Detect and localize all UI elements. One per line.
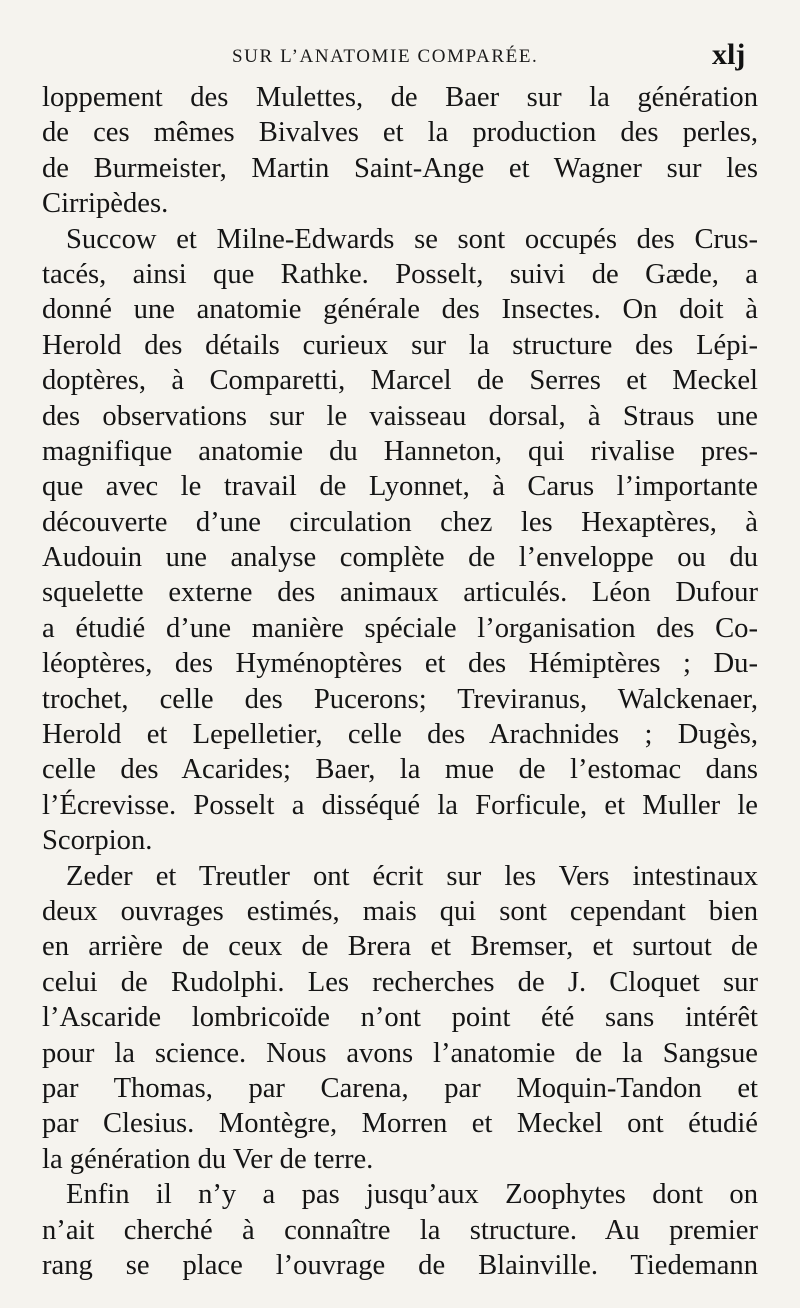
page-number: xlj [712, 38, 746, 71]
text-line: pour la science. Nous avons l’anatomie de la Sangsue [42, 1037, 758, 1069]
text-line: la génération du Ver de terre. [42, 1143, 374, 1175]
text-line: en arrière de ceux de Brera et Bremser, et surtout de [42, 931, 758, 963]
text-line: magnifique anatomie du Hanneton, qui rivalise pres- [42, 435, 758, 467]
text-line: rang se place l’ouvrage de Blainville. Tiedemann [42, 1249, 758, 1281]
text-line: l’Écrevisse. Posselt a disséqué la Forficule, et Muller le [42, 789, 758, 821]
text-line: Herold et Lepelletier, celle des Arachnides ; Dugès, [42, 719, 758, 751]
text-line: doptères, à Comparetti, Marcel de Serres et Meckel [42, 365, 758, 397]
text-line: n’ait cherché à connaître la structure. Au premier [42, 1214, 758, 1246]
text-line: Cirripèdes. [42, 188, 169, 220]
text-line: Zeder et Treutler ont écrit sur les Vers intestinaux [66, 860, 758, 892]
text-line: donné une anatomie générale des Insectes. On doit à [42, 294, 758, 326]
text-line: Succow et Milne-Edwards se sont occupés des Crus- [66, 223, 758, 255]
text-line: celle des Acarides; Baer, la mue de l’estomac dans [42, 754, 758, 786]
text-line: celui de Rudolphi. Les recherches de J. Cloquet sur [42, 966, 758, 998]
text-line: Scorpion. [42, 825, 153, 857]
text-line: par Clesius. Montègre, Morren et Meckel ont étudié [42, 1108, 758, 1140]
text-line: léoptères, des Hyménoptères et des Hémiptères ; Du- [42, 648, 758, 680]
text-line: tacés, ainsi que Rathke. Posselt, suivi de Gæde, a [42, 258, 758, 290]
text-line: que avec le travail de Lyonnet, à Carus l’importante [42, 471, 758, 503]
page-header [0, 38, 800, 82]
text-line: trochet, celle des Pucerons; Treviranus, Walckenaer, [42, 683, 758, 715]
text-line: Herold des détails curieux sur la structure des Lépi- [42, 329, 758, 361]
body-text [42, 80, 758, 1283]
text-line: Audouin une analyse complète de l’enveloppe ou du [42, 542, 758, 574]
running-head: SUR L’ANATOMIE COMPARÉE. [232, 46, 539, 67]
text-line: des observations sur le vaisseau dorsal, à Straus une [42, 400, 758, 432]
text-line: Enfin il n’y a pas jusqu’aux Zoophytes dont on [66, 1179, 758, 1211]
text-line: découverte d’une circulation chez les Hexaptères, à [42, 506, 758, 538]
text-line: a étudié d’une manière spéciale l’organisation des Co- [42, 612, 758, 644]
text-line: de ces mêmes Bivalves et la production des perles, [42, 117, 758, 149]
text-line: loppement des Mulettes, de Baer sur la génération [42, 82, 758, 113]
text-line: de Burmeister, Martin Saint-Ange et Wagner sur les [42, 152, 758, 184]
text-line: deux ouvrages estimés, mais qui sont cependant bien [42, 895, 758, 927]
text-line: squelette externe des animaux articulés. Léon Dufour [42, 577, 758, 609]
text-line: l’Ascaride lombricoïde n’ont point été sans intérêt [42, 1002, 758, 1034]
text-line: par Thomas, par Carena, par Moquin-Tandon et [42, 1072, 758, 1104]
